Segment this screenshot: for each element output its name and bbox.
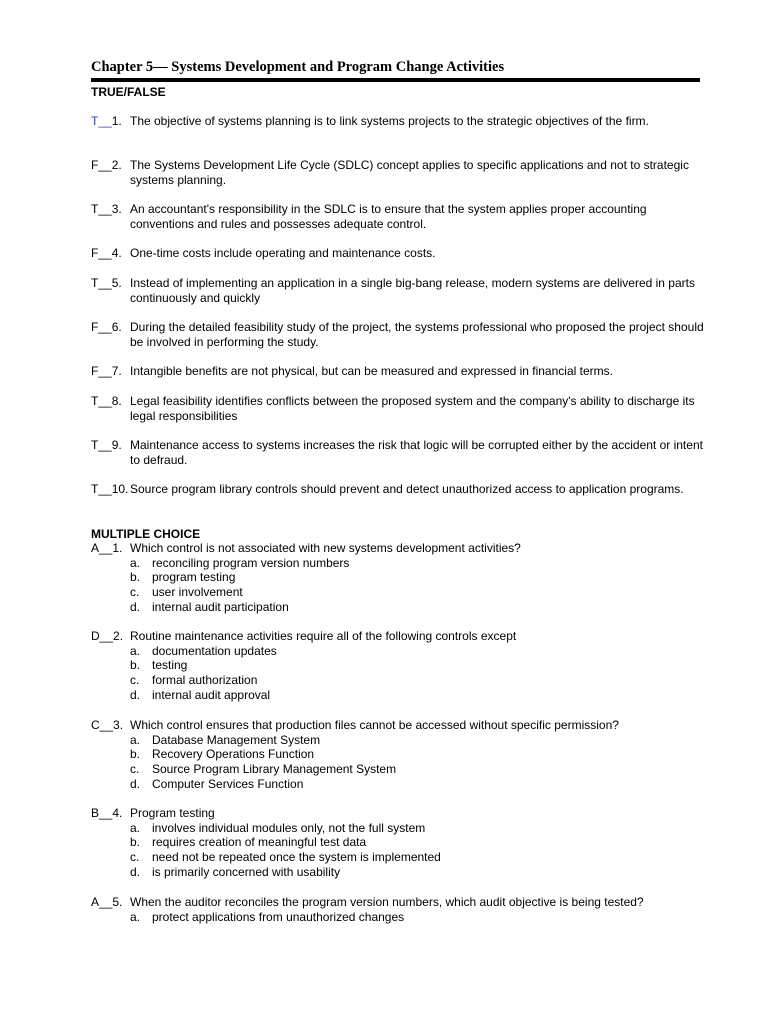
- option-text: reconciling program version numbers: [152, 555, 350, 570]
- option-letter: d.: [130, 776, 141, 791]
- option-text: Computer Services Function: [152, 776, 304, 791]
- tf-answer: F__: [91, 158, 112, 172]
- true-false-heading: TRUE/FALSE: [91, 85, 166, 99]
- mc-answer: A__: [91, 541, 113, 555]
- option-text: documentation updates: [152, 643, 277, 658]
- mc-option: [91, 777, 706, 792]
- option-letter: b.: [130, 747, 141, 762]
- mc-question: [91, 895, 706, 924]
- option-letter: d.: [130, 599, 141, 614]
- tf-text: Intangible benefits are not physical, but can be measured and expressed in financial terms.: [130, 364, 613, 378]
- option-text: internal audit participation: [152, 599, 289, 614]
- tf-text: Maintenance access to systems increases the risk that logic will be corrupted either by the accident or intent to defraud.: [130, 438, 703, 467]
- tf-answer: F__: [91, 364, 112, 378]
- mc-option: [91, 821, 706, 836]
- mc-option: [91, 688, 706, 703]
- option-text: need not be repeated once the system is implemented: [152, 850, 441, 865]
- mc-option: [91, 850, 706, 865]
- tf-number: 4.: [111, 246, 122, 260]
- tf-question: [91, 438, 706, 467]
- mc-answer: C__: [91, 718, 114, 732]
- option-text: involves individual modules only, not the full system: [152, 820, 426, 835]
- tf-question: [91, 114, 706, 129]
- multiple-choice-heading: MULTIPLE CHOICE: [91, 527, 201, 541]
- tf-question: [91, 202, 706, 231]
- tf-answer: T__: [91, 438, 112, 452]
- mc-option: [91, 733, 706, 748]
- tf-text: During the detailed feasibility study of the project, the systems professional who proposed the project should be involved in performing the study.: [130, 320, 704, 349]
- mc-number: 3.: [113, 718, 124, 732]
- mc-question: [91, 629, 706, 703]
- tf-number: 3.: [111, 202, 122, 216]
- tf-question: [91, 276, 706, 305]
- tf-question: [91, 364, 706, 379]
- title-rule: [91, 78, 700, 82]
- tf-number: 8.: [111, 394, 122, 408]
- tf-text: The objective of systems planning is to link systems projects to the strategic objectives of the firm.: [130, 114, 649, 128]
- mc-option: [91, 570, 706, 585]
- option-text: program testing: [152, 570, 236, 585]
- option-text: user involvement: [152, 585, 243, 600]
- mc-option: [91, 644, 706, 659]
- mc-option: [91, 585, 706, 600]
- option-text: Database Management System: [152, 732, 321, 747]
- tf-answer: T__: [91, 394, 112, 408]
- option-text: Source Program Library Management System: [152, 762, 397, 777]
- mc-question: [91, 718, 706, 792]
- mc-option: [91, 865, 706, 880]
- mc-option: [91, 747, 706, 762]
- tf-number: 9.: [111, 438, 122, 452]
- option-text: protect applications from unauthorized changes: [152, 909, 405, 924]
- option-text: requires creation of meaningful test data: [152, 835, 367, 850]
- option-letter: a.: [130, 643, 141, 658]
- option-letter: a.: [130, 555, 141, 570]
- mc-number: 5.: [112, 895, 123, 909]
- tf-text: The Systems Development Life Cycle (SDLC) concept applies to specific applications and not to strategic systems planning.: [130, 158, 689, 187]
- mc-option: [91, 600, 706, 615]
- option-letter: a.: [130, 732, 141, 747]
- option-letter: a.: [130, 909, 141, 924]
- mc-option: [91, 556, 706, 571]
- option-text: testing: [152, 658, 188, 673]
- mc-text: Program testing: [130, 806, 215, 820]
- tf-number: 7.: [111, 364, 122, 378]
- option-letter: d.: [130, 864, 141, 879]
- tf-question: [91, 394, 706, 423]
- option-letter: c.: [130, 585, 140, 600]
- option-letter: c.: [130, 673, 140, 688]
- mc-question: [91, 541, 706, 615]
- option-letter: b.: [130, 835, 141, 850]
- tf-answer: F__: [91, 246, 112, 260]
- tf-answer: T__: [91, 202, 112, 216]
- chapter-title: Chapter 5— Systems Development and Program Change Activities: [91, 59, 505, 75]
- mc-number: 2.: [113, 629, 124, 643]
- mc-question: [91, 806, 706, 880]
- tf-answer: T__: [91, 114, 112, 128]
- mc-answer: B__: [91, 806, 113, 820]
- mc-answer: A__: [91, 895, 113, 909]
- option-letter: a.: [130, 820, 141, 835]
- option-letter: b.: [130, 570, 141, 585]
- option-text: internal audit approval: [152, 687, 271, 702]
- mc-text: Routine maintenance activities require all of the following controls except: [130, 629, 517, 643]
- tf-number: 2.: [111, 158, 122, 172]
- tf-text: One-time costs include operating and maintenance costs.: [130, 246, 436, 260]
- option-letter: c.: [130, 762, 140, 777]
- mc-option: [91, 673, 706, 688]
- tf-text: An accountant's responsibility in the SDLC is to ensure that the system applies proper accounting conventions and rules and possesses adequate control.: [130, 202, 647, 231]
- tf-question: [91, 482, 706, 497]
- tf-answer: T__: [91, 482, 112, 496]
- mc-option: [91, 762, 706, 777]
- mc-option: [91, 658, 706, 673]
- mc-text: Which control is not associated with new systems development activities?: [130, 541, 521, 555]
- tf-question: [91, 320, 706, 349]
- mc-answer: D__: [91, 629, 114, 643]
- tf-number: 6.: [111, 320, 122, 334]
- tf-number: 1.: [111, 114, 122, 128]
- tf-number: 5.: [111, 276, 122, 290]
- tf-text: Instead of implementing an application in a single big-bang release, modern systems are delivered in parts continuously and quickly: [130, 276, 695, 305]
- option-text: Recovery Operations Function: [152, 747, 315, 762]
- tf-answer: F__: [91, 320, 112, 334]
- option-text: formal authorization: [152, 673, 258, 688]
- tf-text: Source program library controls should prevent and detect unauthorized access to application programs.: [130, 482, 684, 496]
- tf-question: [91, 246, 706, 261]
- tf-question: [91, 158, 706, 187]
- option-letter: d.: [130, 687, 141, 702]
- option-text: is primarily concerned with usability: [152, 864, 341, 879]
- option-letter: b.: [130, 658, 141, 673]
- mc-text: Which control ensures that production files cannot be accessed without specific permission?: [130, 718, 619, 732]
- mc-text: When the auditor reconciles the program version numbers, which audit objective is being tested?: [130, 895, 644, 909]
- tf-text: Legal feasibility identifies conflicts between the proposed system and the company's ability to discharge its legal responsibilities: [130, 394, 695, 423]
- mc-number: 1.: [112, 541, 123, 555]
- tf-answer: T__: [91, 276, 112, 290]
- mc-option: [91, 910, 706, 925]
- option-letter: c.: [130, 850, 140, 865]
- mc-option: [91, 835, 706, 850]
- tf-number: 10.: [111, 482, 129, 496]
- mc-number: 4.: [112, 806, 123, 820]
